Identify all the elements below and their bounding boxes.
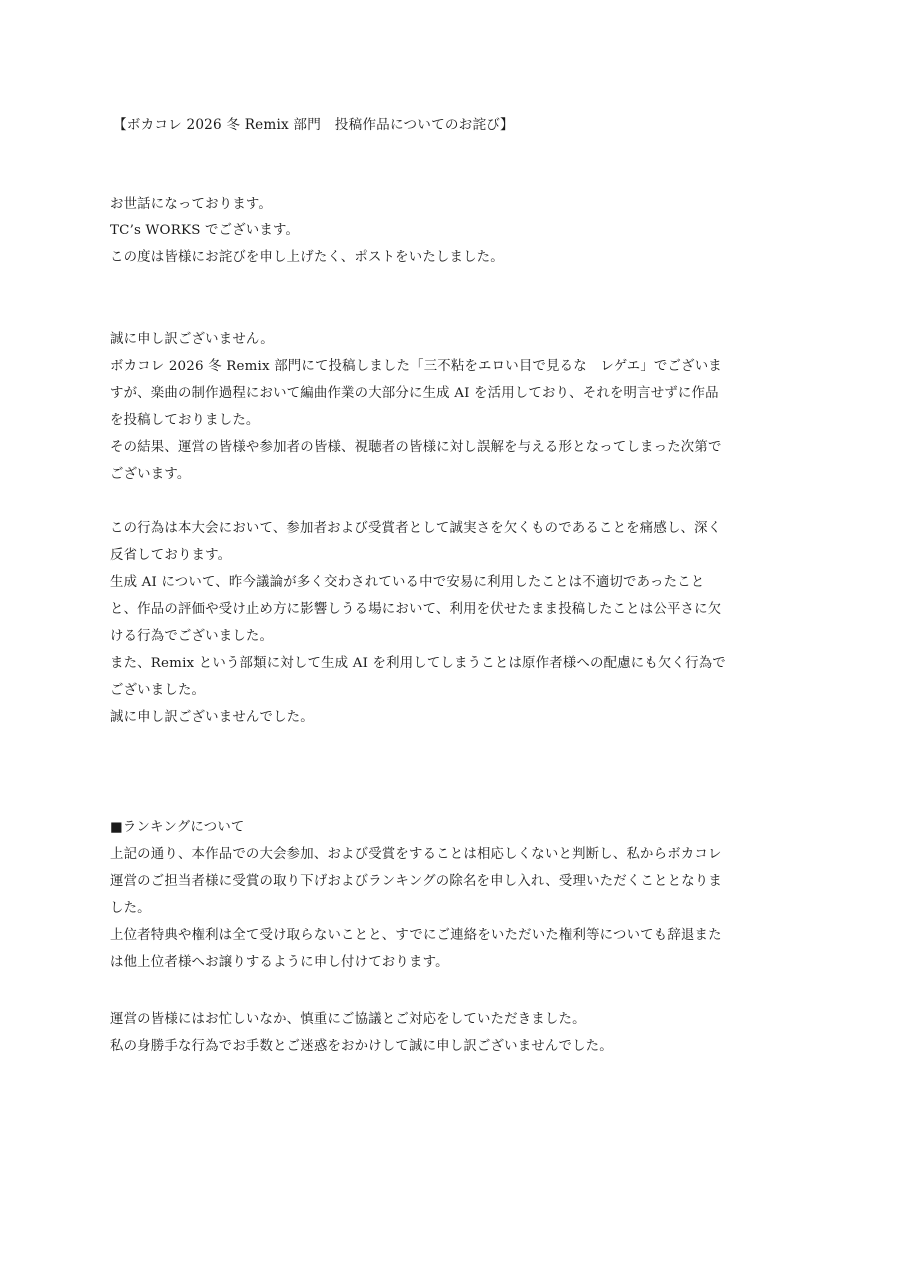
closing-line: 運営の皆様にはお忙しいなか、慎重にご協議とご対応をしていただきました。	[110, 1012, 586, 1027]
apology-line: を投稿しておりました。	[110, 413, 260, 428]
apology-line: すが、楽曲の制作過程において編曲作業の大部分に生成 AI を活用しており、それを明言せずに作品	[110, 386, 719, 401]
reflection-line: と、作品の評価や受け止め方に影響しうる場において、利用を伏せたまま投稿したことは公平さに欠	[110, 602, 722, 617]
ranking-line: した。	[110, 901, 151, 916]
reflection-line: この行為は本大会において、参加者および受賞者として誠実さを欠くものであることを痛感し、深く	[110, 521, 722, 536]
apology-line: 誠に申し訳ございません。	[110, 332, 274, 347]
reflection-line: 生成 AI について、昨今議論が多く交わされている中で安易に利用したことは不適切であったこと	[110, 575, 705, 590]
apology-line: ございます。	[110, 467, 191, 482]
ranking-line: 上位者特典や権利は全て受け取らないことと、すでにご連絡をいただいた権利等についても辞退また	[110, 928, 722, 943]
closing-line: 私の身勝手な行為でお手数とご迷惑をおかけして誠に申し訳ございませんでした。	[110, 1039, 613, 1054]
ranking-line: 運営のご担当者様に受賞の取り下げおよびランキングの除名を申し入れ、受理いただくこととなりま	[110, 874, 722, 889]
reflection-line: 反省しております。	[110, 548, 232, 563]
apology-line: その結果、運営の皆様や参加者の皆様、視聴者の皆様に対し誤解を与える形となってしまった次第で	[110, 440, 722, 455]
document-title: 【ボカコレ 2026 冬 Remix 部門 投稿作品についてのお詫び】	[113, 117, 514, 133]
ranking-line: は他上位者様へお譲りするように申し付けております。	[110, 955, 449, 970]
reflection-line: ける行為でございました。	[110, 629, 274, 644]
reflection-line: また、Remix という部類に対して生成 AI を利用してしまうことは原作者様への配慮にも欠く行為で	[110, 656, 726, 671]
ranking-line: 上記の通り、本作品での大会参加、および受賞をすることは相応しくないと判断し、私からボカコレ	[110, 847, 722, 862]
apology-line: ボカコレ 2026 冬 Remix 部門にて投稿しました「三不粘をエロい目で見るな レゲエ」でございま	[110, 359, 722, 374]
reflection-line: 誠に申し訳ございませんでした。	[110, 710, 314, 725]
ranking-heading: ■ランキングについて	[110, 820, 245, 835]
greeting-line: お世話になっております。	[110, 197, 273, 212]
reflection-line: ございました。	[110, 683, 206, 698]
greeting-line: TC’s WORKS でございます。	[110, 223, 300, 238]
greeting-line: この度は皆様にお詫びを申し上げたく、ポストをいたしました。	[110, 250, 504, 265]
